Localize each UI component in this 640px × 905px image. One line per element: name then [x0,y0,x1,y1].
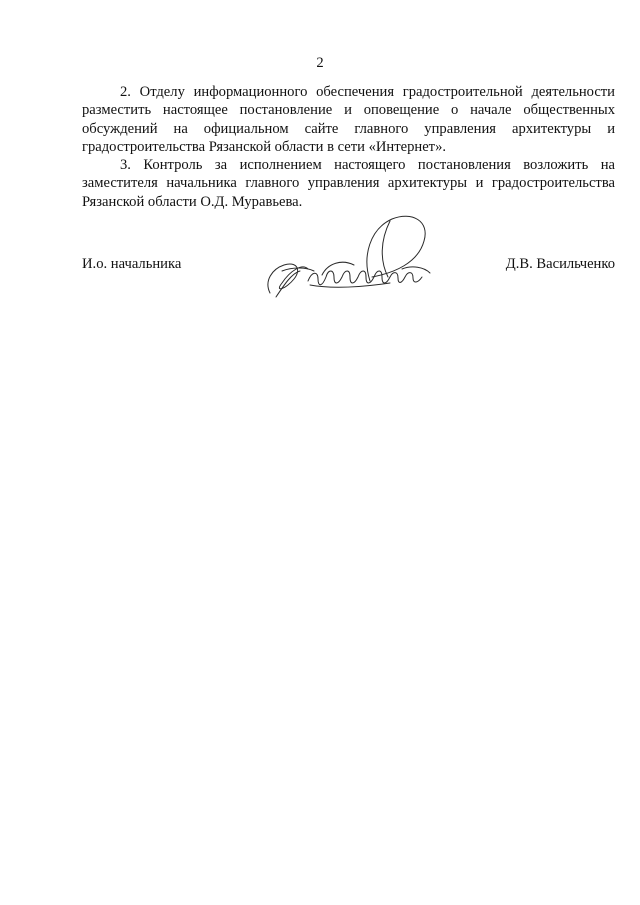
page-number: 2 [316,55,324,71]
signatory-role: И.о. начальника [82,256,182,272]
signatory-name: Д.В. Васильченко [505,256,615,272]
signature-block [82,256,615,296]
paragraph-control: 3. Контроль за исполнением настоящего постановления возложить на заместителя начальника главного управления архитектуры и градостроительства Рязанской области О.Д. Муравьева. [82,157,615,210]
document-body [82,83,615,211]
handwritten-signature [262,211,437,306]
paragraph-publication: 2. Отделу информационного обеспечения градостроительной деятельности разместить настоящее постановление и оповещение о начале общественных обсуждений на официальном сайте главного управления архитектуры и градостроительства Рязанской области в сети «Интернет». [82,84,615,155]
